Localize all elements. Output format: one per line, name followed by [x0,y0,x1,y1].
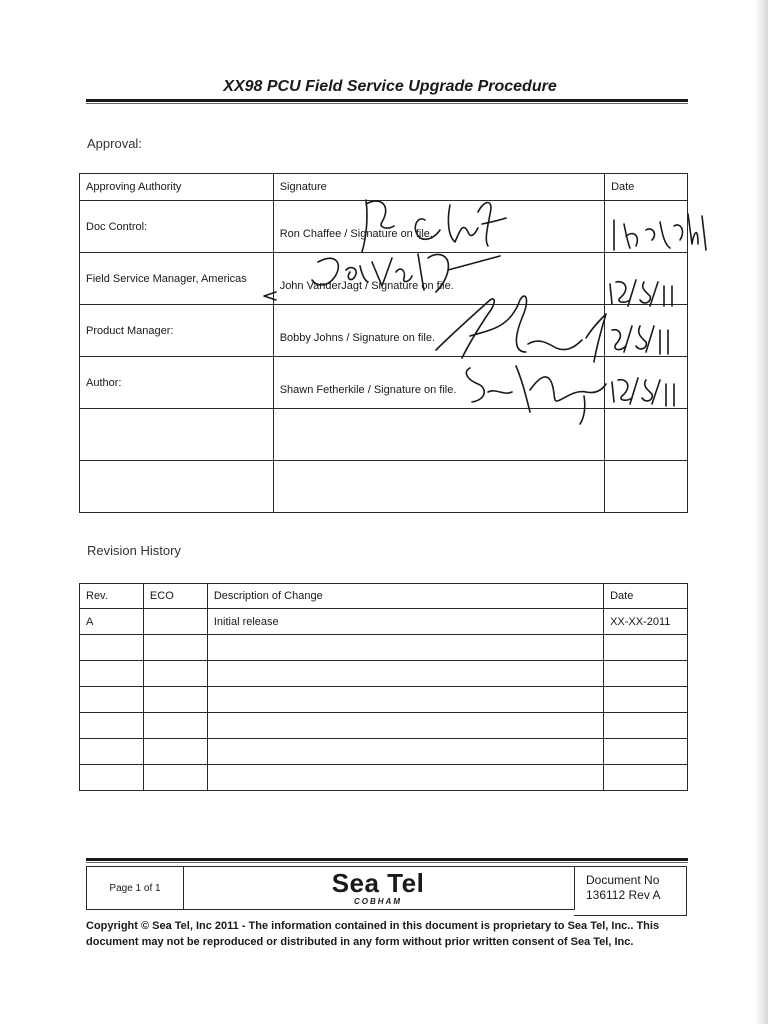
revision-row [80,765,688,791]
copyright-notice: Copyright © Sea Tel, Inc 2011 - The information contained in this document is proprietary to Sea Tel, Inc.. This document may not be reproduced or distributed in any form without prior written consent of Sea Tel, Inc. [86,920,660,948]
company-subbrand: COBHAM [354,897,402,906]
approval-heading: Approval: [87,136,142,151]
description-cell [207,635,603,661]
rev-cell [80,765,144,791]
eco-cell [143,739,207,765]
footer-rule [86,858,688,861]
eco-cell [143,661,207,687]
approval-header-row [80,174,688,201]
column-header: Rev. [80,584,144,609]
footer-rule-thin [86,862,688,863]
title-rule [86,99,688,102]
signature-cell [273,409,604,461]
approver-role [80,409,274,461]
date-cell [604,661,688,687]
revision-row [80,635,688,661]
rev-cell [80,739,144,765]
column-header: Description of Change [207,584,603,609]
revision-row [80,687,688,713]
approval-row [80,253,688,305]
approver-role: Field Service Manager, Americas [80,253,274,305]
eco-cell [143,765,207,791]
revision-header-row [80,584,688,609]
approver-role: Doc Control: [80,201,274,253]
rev-cell [80,713,144,739]
revision-row [80,609,688,635]
date-cell [605,461,688,513]
date-cell [604,739,688,765]
eco-cell [143,713,207,739]
approval-row [80,409,688,461]
page-number [86,866,184,910]
eco-cell [143,687,207,713]
eco-cell [143,635,207,661]
approver-role [80,461,274,513]
signature-cell [273,201,604,253]
revision-row [80,713,688,739]
date-cell [604,687,688,713]
date-cell [604,765,688,791]
column-header: Approving Authority [80,174,274,201]
company-name: Sea Tel [331,868,425,898]
signature-cell [273,461,604,513]
description-cell [207,687,603,713]
revision-row [80,739,688,765]
rev-cell [80,661,144,687]
document-number: 136112 Rev A [586,888,661,902]
document-footer [86,866,688,910]
column-header: Date [604,584,688,609]
date-cell [605,305,688,357]
document-number-box [574,866,687,916]
approver-role: Author: [80,357,274,409]
approval-row [80,201,688,253]
date-cell [604,713,688,739]
page-edge-shadow [754,0,768,1024]
signature-cell [273,357,604,409]
title-rule-thin [86,103,688,104]
signature-cell [273,305,604,357]
signature-text: Bobby Johns / Signature on file. [279,331,436,344]
page-number-text: Page 1 of 1 [109,882,161,894]
signature-cell [273,253,604,305]
rev-cell [80,687,144,713]
description-cell [207,661,603,687]
signature-text: Shawn Fetherkile / Signature on file. [279,383,457,396]
document-title: XX98 PCU Field Service Upgrade Procedure [223,78,557,95]
revision-heading: Revision History [87,543,181,558]
revision-table [79,583,688,791]
description-cell: Initial release [207,609,603,635]
column-header: Date [605,174,688,201]
date-cell: XX-XX-2011 [604,609,688,635]
eco-cell [143,609,207,635]
rev-cell: A [80,609,144,635]
signature-text: Ron Chaffee / Signature on file. [279,227,433,240]
date-cell [604,635,688,661]
date-cell [605,253,688,305]
company-logo [182,866,575,910]
column-header: ECO [143,584,207,609]
description-cell [207,765,603,791]
approval-row [80,357,688,409]
column-header: Signature [273,174,604,201]
approver-role: Product Manager: [80,305,274,357]
approval-row [80,305,688,357]
description-cell [207,739,603,765]
document-number-label: Document No [586,873,660,887]
description-cell [207,713,603,739]
revision-row [80,661,688,687]
signature-text: John VanderJagt / Signature on file. [279,279,454,292]
date-cell [605,409,688,461]
rev-cell [80,635,144,661]
approval-table [79,173,688,513]
date-cell [605,357,688,409]
approval-row [80,461,688,513]
date-cell [605,201,688,253]
